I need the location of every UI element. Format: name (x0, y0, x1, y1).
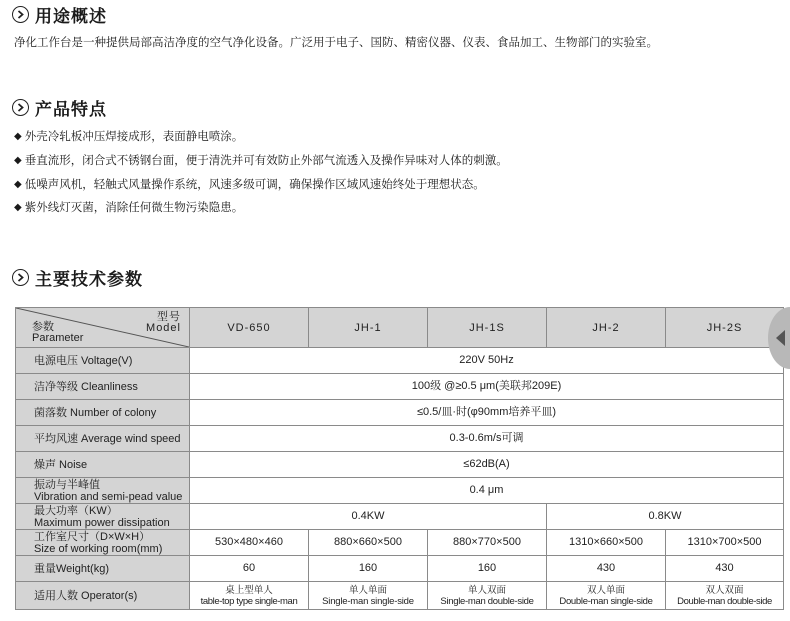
table-row (16, 374, 784, 400)
table-row (16, 426, 784, 452)
row-label: 工作室尺寸（D×W×H） Size of working room(mm) (16, 530, 190, 556)
row-value: 1310×660×500 (547, 530, 666, 556)
row-label: 适用人数 Operator(s) (16, 582, 190, 610)
row-value: 880×660×500 (309, 530, 428, 556)
diamond-bullet-icon: ◆ (14, 178, 22, 190)
parameter-header: 参数 Parameter (32, 321, 84, 344)
feature-text: 紫外线灯灭菌，消除任何微生物污染隐患。 (24, 200, 244, 214)
row-label: 菌落数 Number of colony (16, 400, 190, 426)
table-row (16, 452, 784, 478)
chevron-right-circle-icon (12, 6, 29, 23)
row-value: 60 (190, 556, 309, 582)
row-value: 430 (547, 556, 666, 582)
row-value: 桌上型单人 table-top type single-man (190, 582, 309, 610)
feature-text: 低噪声风机，轻触式风量操作系统，风速多级可调，确保操作区域风速始终处于理想状态。 (24, 177, 485, 191)
feature-item (14, 199, 243, 215)
table-row (16, 400, 784, 426)
spec-table (15, 307, 784, 610)
row-value: 0.3-0.6m/s可调 (190, 426, 784, 452)
row-value: 双人双面 Double-man double-side (666, 582, 784, 610)
section-heading-usage (12, 2, 107, 27)
row-value: 单人单面 Single-man single-side (309, 582, 428, 610)
usage-description: 净化工作台是一种提供局部高洁净度的空气净化设备。广泛用于电子、国防、精密仪器、仪表、食品加工、生物部门的实验室。 (14, 35, 658, 49)
model-header-cell: VD-650 (190, 308, 309, 348)
row-value: 880×770×500 (428, 530, 547, 556)
diamond-bullet-icon: ◆ (14, 130, 22, 142)
feature-text: 外壳冷轧板冲压焊接成形，表面静电喷涂。 (24, 129, 244, 143)
model-header-cell: JH-1S (428, 308, 547, 348)
row-value: ≤0.5/皿·时(φ90mm培养平皿) (190, 400, 784, 426)
row-label: 重量Weight(kg) (16, 556, 190, 582)
table-row (16, 530, 784, 556)
chevron-left-icon (776, 330, 785, 346)
row-value: 0.4KW (190, 504, 547, 530)
diamond-bullet-icon: ◆ (14, 201, 22, 213)
row-value: 530×480×460 (190, 530, 309, 556)
table-row (16, 556, 784, 582)
row-label: 洁净等级 Cleanliness (16, 374, 190, 400)
row-value: 220V 50Hz (190, 348, 784, 374)
section-title: 产品特点 (35, 100, 107, 120)
diamond-bullet-icon: ◆ (14, 154, 22, 166)
model-header-cell: JH-2S (666, 308, 784, 348)
model-header: 型号 Model (146, 311, 181, 334)
section-title: 用途概述 (35, 7, 107, 27)
model-header-cell: JH-2 (547, 308, 666, 348)
row-value: 160 (428, 556, 547, 582)
section-heading-features (12, 95, 107, 120)
feature-item (14, 152, 508, 168)
table-row (16, 504, 784, 530)
feature-item (14, 128, 243, 144)
row-value: 0.4 μm (190, 478, 784, 504)
row-label: 最大功率（KW） Maximum power dissipation (16, 504, 190, 530)
table-row (16, 582, 784, 610)
row-value: ≤62dB(A) (190, 452, 784, 478)
table-row (16, 478, 784, 504)
row-label: 平均风速 Average wind speed (16, 426, 190, 452)
row-label: 电源电压 Voltage(V) (16, 348, 190, 374)
feature-item (14, 176, 485, 192)
row-label: 振动与半峰值 Vibration and semi-pead value (16, 478, 190, 504)
row-value: 1310×700×500 (666, 530, 784, 556)
model-header-cell: JH-1 (309, 308, 428, 348)
table-header-row (16, 308, 784, 348)
corner-header-cell (16, 308, 190, 348)
row-label: 燥声 Noise (16, 452, 190, 478)
chevron-right-circle-icon (12, 269, 29, 286)
feature-text: 垂直流形，闭合式不锈钢台面，便于清洗并可有效防止外部气流透入及操作异味对人体的刺激。 (24, 153, 508, 167)
row-value: 双人单面 Double-man single-side (547, 582, 666, 610)
chevron-right-circle-icon (12, 99, 29, 116)
row-value: 单人双面 Single-man double-side (428, 582, 547, 610)
row-value: 160 (309, 556, 428, 582)
section-title: 主要技术参数 (35, 270, 143, 290)
row-value: 430 (666, 556, 784, 582)
section-heading-specs (12, 265, 143, 290)
row-value: 0.8KW (547, 504, 784, 530)
table-row (16, 348, 784, 374)
row-value: 100级 @≥0.5 μm(美联邦209E) (190, 374, 784, 400)
